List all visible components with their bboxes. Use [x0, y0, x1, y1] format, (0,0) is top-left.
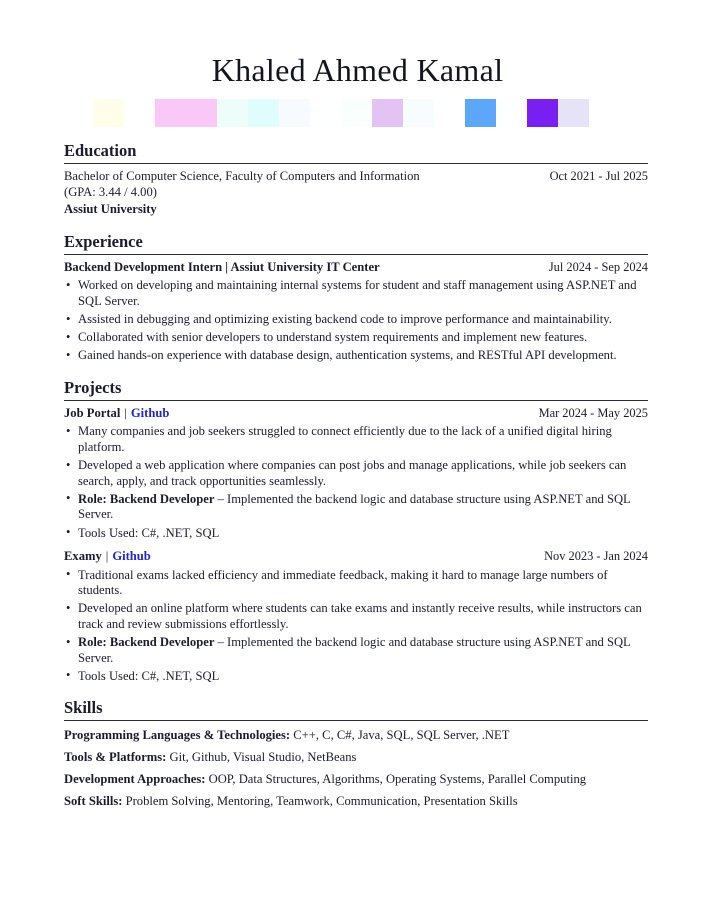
- education-heading: Education: [64, 141, 648, 164]
- palette-swatch: [403, 99, 434, 127]
- project-name: Examy: [64, 549, 102, 564]
- skill-line-languages: [64, 728, 648, 744]
- project-dates: Nov 2023 - Jan 2024: [544, 549, 648, 564]
- experience-heading: Experience: [64, 232, 648, 255]
- color-palette-strip: [93, 99, 589, 127]
- experience-bullet: • Gained hands-on experience with database design, authentication systems, and RESTful API development.: [64, 348, 648, 364]
- skill-line-tools: [64, 750, 648, 766]
- palette-swatch: [217, 99, 248, 127]
- project-bullet: • Many companies and job seekers struggled to connect efficiently due to the lack of a unified digital hiring platform.: [64, 424, 648, 455]
- project-bullet: • Traditional exams lacked efficiency and immediate feedback, making it hard to manage large numbers of students.: [64, 568, 648, 599]
- project-job-portal: [64, 406, 648, 541]
- palette-swatch: [310, 99, 341, 127]
- project-bullet: • Developed a web application where companies can post jobs and manage applications, while job seekers can search, apply, and track opportunities seamlessly.: [64, 458, 648, 489]
- skill-value: C++, C, C#, Java, SQL, SQL Server, .NET: [293, 727, 510, 742]
- palette-swatch: [372, 99, 403, 127]
- skill-value: Git, Github, Visual Studio, NetBeans: [169, 749, 357, 764]
- project-bullet: • Role: Backend Developer – Implemented the backend logic and database structure using ASP.NET and SQL Server.: [64, 492, 648, 523]
- section-projects: [64, 378, 648, 685]
- skill-label: Tools & Platforms:: [64, 749, 167, 764]
- experience-bullet: • Collaborated with senior developers to understand system requirements and implement new features.: [64, 330, 648, 346]
- project-bullet: • Tools Used: C#, .NET, SQL: [64, 526, 648, 542]
- project-bullet: • Developed an online platform where students can take exams and instantly receive results, while instructors can track and review submissions effortlessly.: [64, 601, 648, 632]
- skills-heading: Skills: [64, 698, 648, 721]
- project-examy: [64, 549, 648, 684]
- education-degree: Bachelor of Computer Science, Faculty of Computers and Information: [64, 169, 420, 183]
- skill-line-approaches: [64, 772, 648, 788]
- palette-swatch: [186, 99, 217, 127]
- project-bullet-list: [64, 568, 648, 685]
- palette-swatch: [124, 99, 155, 127]
- skill-label: Development Approaches:: [64, 772, 206, 787]
- project-name-separator: |: [105, 549, 109, 564]
- palette-swatch: [465, 99, 496, 127]
- palette-swatch: [248, 99, 279, 127]
- experience-bullet: • Assisted in debugging and optimizing existing backend code to improve performance and maintainability.: [64, 312, 648, 328]
- section-experience: [64, 232, 648, 364]
- skill-label: Programming Languages & Technologies:: [64, 727, 291, 742]
- palette-swatch: [496, 99, 527, 127]
- project-name: Job Portal: [64, 405, 121, 420]
- education-dates: Oct 2021 - Jul 2025: [549, 169, 648, 183]
- project-github-link[interactable]: Github: [112, 549, 151, 564]
- education-school: Assiut University: [64, 202, 157, 217]
- resume-owner-name: Khaled Ahmed Kamal: [211, 52, 504, 88]
- project-bullet: • Tools Used: C#, .NET, SQL: [64, 669, 648, 685]
- palette-swatch: [341, 99, 372, 127]
- palette-swatch: [434, 99, 465, 127]
- palette-swatch: [155, 99, 186, 127]
- project-bullet-list: [64, 424, 648, 541]
- palette-swatch: [527, 99, 558, 127]
- project-name-separator: |: [124, 405, 127, 420]
- skill-value: OOP, Data Structures, Algorithms, Operating Systems, Parallel Computing: [208, 772, 587, 787]
- skill-label: Soft Skills:: [64, 794, 123, 809]
- section-education: [64, 141, 648, 218]
- projects-heading: Projects: [64, 378, 648, 401]
- skill-value: Problem Solving, Mentoring, Teamwork, Communication, Presentation Skills: [125, 794, 518, 809]
- experience-dates: Jul 2024 - Sep 2024: [548, 259, 648, 274]
- experience-bullet: • Worked on developing and maintaining internal systems for student and staff management using ASP.NET and SQL Server.: [64, 278, 648, 309]
- skill-line-soft: [64, 794, 648, 810]
- palette-swatch: [279, 99, 310, 127]
- resume-content: [64, 141, 648, 810]
- section-skills: [64, 698, 648, 809]
- project-github-link[interactable]: Github: [130, 405, 170, 420]
- experience-job-title: Backend Development Intern | Assiut University IT Center: [64, 259, 380, 274]
- palette-swatch: [558, 99, 589, 127]
- experience-bullet-list: [64, 278, 648, 363]
- palette-swatch: [93, 99, 124, 127]
- project-bullet: • Role: Backend Developer – Implemented the backend logic and database structure using ASP.NET and SQL Server.: [64, 635, 648, 666]
- education-gpa: (GPA: 3.44 / 4.00): [64, 184, 157, 199]
- project-dates: Mar 2024 - May 2025: [538, 405, 648, 420]
